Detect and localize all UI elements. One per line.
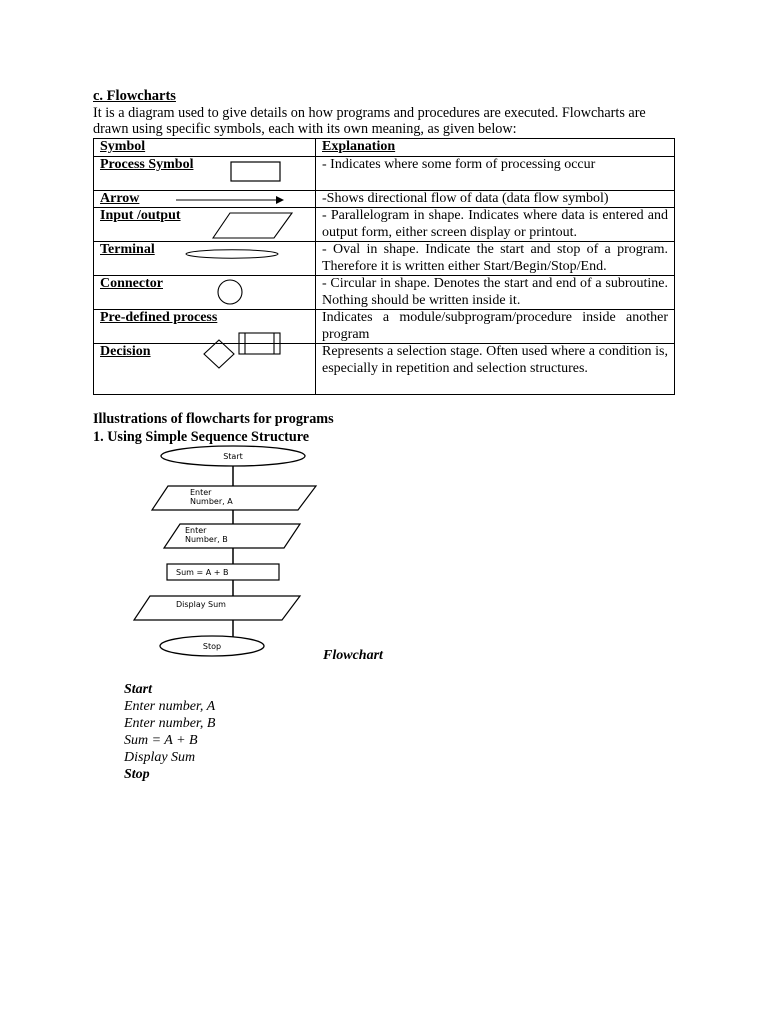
pseudocode-line: Stop: [124, 767, 150, 782]
symbol-explanation: Represents a selection stage. Often used where a condition is, especially in repetition and selection structures.: [316, 344, 675, 395]
table-header-row: [94, 139, 675, 157]
symbol-explanation: -Shows directional flow of data (data flow symbol): [316, 190, 675, 208]
table-row: [94, 242, 675, 276]
symbol-explanation: - Parallelogram in shape. Indicates where data is entered and output form, either screen display or printout.: [316, 208, 675, 242]
input-a-label-line1: Enter: [190, 488, 212, 497]
pseudocode-line: Enter number, A: [124, 699, 216, 714]
terminal-oval-icon: [184, 248, 280, 260]
table-row: [94, 276, 675, 310]
table-row: [94, 190, 675, 208]
predefined-process-icon: [238, 332, 282, 356]
symbol-name: Pre-defined process: [100, 310, 218, 325]
input-a-box: [152, 486, 316, 510]
table-row: [94, 208, 675, 242]
symbol-name: Decision: [100, 344, 151, 359]
pseudocode-line: Display Sum: [124, 750, 196, 765]
start-label: Start: [223, 452, 243, 461]
symbol-table: [93, 138, 675, 395]
symbol-explanation: - Circular in shape. Denotes the start and end of a subroutine. Nothing should be written inside it.: [316, 276, 675, 310]
table-row: [94, 344, 675, 395]
stop-label: Stop: [202, 642, 222, 651]
section-heading: c. Flowcharts: [93, 88, 176, 104]
process-rectangle-icon: [230, 161, 282, 183]
connector-circle-icon: [216, 278, 244, 306]
illustrations-title: Illustrations of flowcharts for programs: [93, 411, 334, 427]
input-a-label-line2: Number, A: [190, 497, 233, 506]
parallelogram-icon: [212, 212, 294, 240]
sequence-flowchart: [130, 442, 320, 664]
header-symbol: Symbol: [94, 139, 316, 157]
symbol-explanation: - Oval in shape. Indicate the start and stop of a program. Therefore it is written either Start/Begin/Stop/End.: [316, 242, 675, 276]
illustrations-subtitle: 1. Using Simple Sequence Structure: [93, 429, 310, 445]
intro-paragraph: It is a diagram used to give details on how programs and procedures are executed. Flowcharts are drawn using specific symbols, each with its own meaning, as given below:: [93, 105, 646, 137]
arrow-icon: [174, 194, 286, 206]
symbol-name: Connector: [100, 276, 163, 291]
decision-diamond-icon: [202, 338, 236, 370]
symbol-explanation: - Indicates where some form of processing occur: [316, 156, 675, 190]
pseudocode-line: Start: [124, 682, 153, 697]
input-b-label-line1: Enter: [185, 526, 207, 535]
table-row: [94, 156, 675, 190]
pseudocode-block: [124, 681, 215, 783]
flowchart-caption: Flowchart: [323, 648, 383, 663]
symbol-name: Process Symbol: [100, 156, 194, 172]
input-b-label-line2: Number, B: [185, 535, 228, 544]
pseudocode-line: Sum = A + B: [124, 733, 198, 748]
process-label: Sum = A + B: [176, 568, 229, 577]
symbol-name: Input /output: [100, 208, 181, 223]
symbol-name: Terminal: [100, 242, 155, 257]
table-row: [94, 310, 675, 344]
output-label: Display Sum: [176, 600, 226, 609]
pseudocode-line: Enter number, B: [124, 716, 216, 731]
header-explanation: Explanation: [316, 139, 675, 157]
symbol-explanation: Indicates a module/subprogram/procedure inside another program: [316, 310, 675, 344]
symbol-name: Arrow: [100, 190, 140, 206]
